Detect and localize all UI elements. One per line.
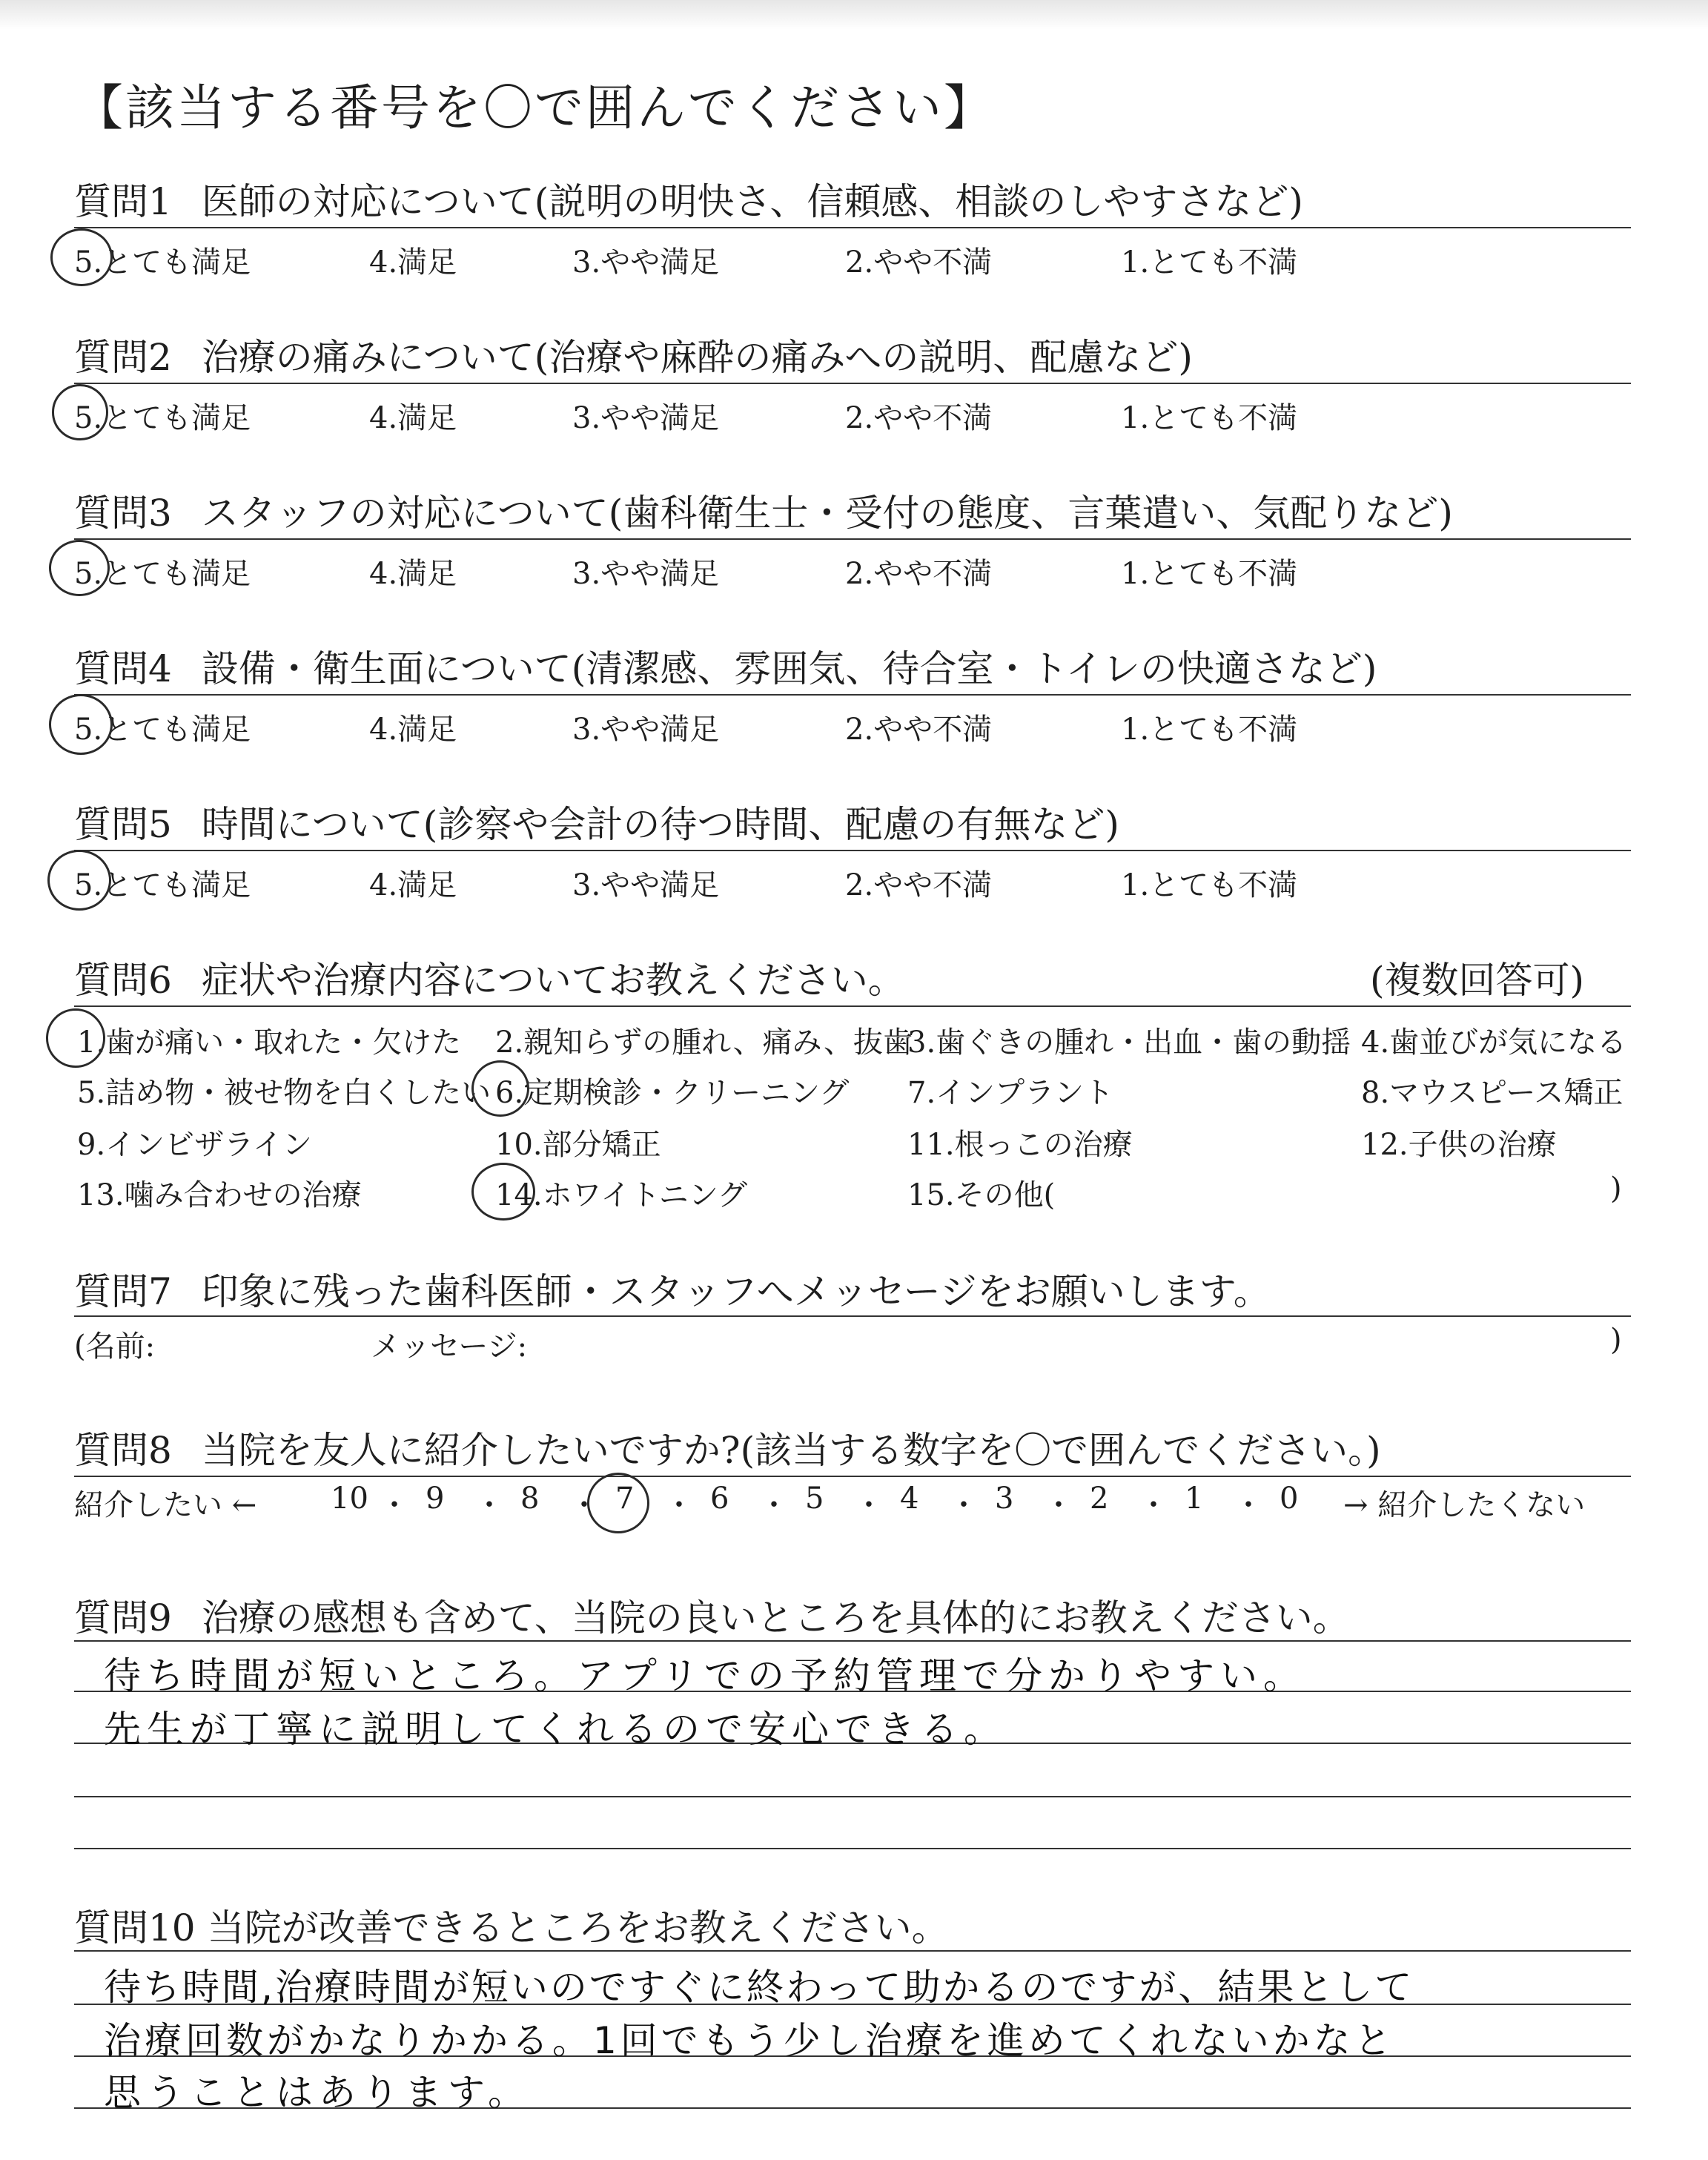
q6-option-15-close: ) xyxy=(1610,1172,1622,1206)
question-7-rule xyxy=(74,1315,1631,1317)
q7-name-label: (名前: xyxy=(74,1330,156,1364)
question-2-label: 質問2 xyxy=(74,336,172,379)
q1-selection-circle xyxy=(50,228,113,286)
question-2-heading xyxy=(74,328,1193,381)
q8-scale-separator: ・ xyxy=(1139,1488,1168,1522)
q3-option-4[interactable]: 4.満足 xyxy=(369,557,457,591)
q1-option-1[interactable]: 1.とても不満 xyxy=(1121,245,1298,280)
q8-scale-5[interactable]: 5 xyxy=(805,1482,824,1516)
q2-option-2[interactable]: 2.やや不満 xyxy=(845,401,993,435)
q8-scale-separator: ・ xyxy=(380,1488,409,1522)
q6-option-7[interactable]: 7.インプラント xyxy=(907,1076,1114,1110)
q1-option-4[interactable]: 4.満足 xyxy=(369,245,457,280)
q6-option-15[interactable]: 15.その他( xyxy=(907,1178,1056,1212)
q8-left-label: 紹介したい ← xyxy=(74,1488,257,1522)
question-3-text: スタッフの対応について(歯科衛生士・受付の態度、言葉遣い、気配りなど) xyxy=(201,492,1453,535)
question-4-label: 質問4 xyxy=(74,647,172,690)
q6-option-6[interactable]: 6.定期検診・クリーニング xyxy=(495,1076,850,1110)
question-9-label: 質問9 xyxy=(74,1596,172,1639)
q3-option-2[interactable]: 2.やや不満 xyxy=(845,557,993,591)
q5-option-5[interactable]: 5.とても満足 xyxy=(74,868,251,902)
question-1-rule xyxy=(74,227,1631,228)
question-9-heading xyxy=(74,1588,1350,1642)
question-6-rule xyxy=(74,1005,1631,1007)
q6-option-1[interactable]: 1.歯が痛い・取れた・欠けた xyxy=(77,1025,462,1060)
q6-option-5[interactable]: 5.詰め物・被せ物を白くしたい xyxy=(77,1076,491,1110)
question-6-heading xyxy=(74,951,905,1004)
q10-answer-line-3: 思うことはあります。 xyxy=(104,2071,531,2114)
q8-scale-3[interactable]: 3 xyxy=(995,1482,1014,1516)
scan-edge-shadow xyxy=(0,0,1708,30)
question-9-rule-5 xyxy=(74,1848,1631,1849)
q6-option-11[interactable]: 11.根っこの治療 xyxy=(907,1128,1133,1162)
q10-answer-line-2: 治療回数がかなりかかる。1回でもう少し治療を進めてくれないかなと xyxy=(104,2019,1395,2062)
q1-option-2[interactable]: 2.やや不満 xyxy=(845,245,993,280)
q8-scale-separator: ・ xyxy=(569,1488,599,1522)
question-7-label: 質問7 xyxy=(74,1270,172,1313)
q8-scale-9[interactable]: 9 xyxy=(426,1482,445,1516)
q2-option-5[interactable]: 5.とても満足 xyxy=(74,401,251,435)
q8-scale-separator: ・ xyxy=(664,1488,694,1522)
question-1-text: 医師の対応について(説明の明快さ、信頼感、相談のしやすさなど) xyxy=(201,180,1303,223)
q6-option-10[interactable]: 10.部分矯正 xyxy=(495,1128,661,1162)
q6-option-12[interactable]: 12.子供の治療 xyxy=(1361,1128,1557,1162)
q10-answer-line-1: 待ち時間,治療時間が短いのですぐに終わって助かるのですが、結果として xyxy=(104,1966,1414,2009)
q6-selection-circle-1 xyxy=(46,1008,105,1068)
question-2-text: 治療の痛みについて(治療や麻酔の痛みへの説明、配慮など) xyxy=(201,336,1193,379)
question-3-label: 質問3 xyxy=(74,492,172,535)
q5-option-2[interactable]: 2.やや不満 xyxy=(845,868,993,902)
q8-scale-1[interactable]: 1 xyxy=(1185,1482,1204,1516)
q6-option-13[interactable]: 13.噛み合わせの治療 xyxy=(77,1178,362,1212)
question-6-text: 症状や治療内容についてお教えください。 xyxy=(201,959,905,1002)
question-7-text: 印象に残った歯科医師・スタッフへメッセージをお願いします。 xyxy=(201,1270,1271,1313)
question-4-heading xyxy=(74,639,1377,693)
q4-option-4[interactable]: 4.満足 xyxy=(369,713,457,747)
q5-option-3[interactable]: 3.やや満足 xyxy=(572,868,720,902)
q7-close-paren: ) xyxy=(1610,1323,1622,1357)
q8-scale-10[interactable]: 10 xyxy=(331,1482,368,1516)
question-6-label: 質問6 xyxy=(74,959,172,1002)
q8-scale-separator: ・ xyxy=(949,1488,979,1522)
q3-option-3[interactable]: 3.やや満足 xyxy=(572,557,720,591)
q8-scale-separator: ・ xyxy=(759,1488,789,1522)
question-4-text: 設備・衛生面について(清潔感、雰囲気、待合室・トイレの快適さなど) xyxy=(201,647,1377,690)
q2-selection-circle xyxy=(52,384,108,440)
q5-selection-circle xyxy=(47,850,111,911)
q8-scale-separator: ・ xyxy=(854,1488,884,1522)
q7-message-label: メッセージ: xyxy=(371,1330,528,1364)
q9-answer-line-1: 待ち時間が短いところ。アプリでの予約管理で分かりやすい。 xyxy=(104,1654,1306,1697)
q6-option-3[interactable]: 3.歯ぐきの腫れ・出血・歯の動揺 xyxy=(907,1025,1351,1060)
question-8-heading xyxy=(74,1421,1381,1474)
question-5-heading xyxy=(74,795,1119,848)
q8-scale-8[interactable]: 8 xyxy=(520,1482,540,1516)
q8-right-label: → 紹介したくない xyxy=(1343,1488,1586,1522)
q6-option-9[interactable]: 9.インビザライン xyxy=(77,1128,312,1162)
question-10-rule-1 xyxy=(74,1950,1631,1952)
q6-option-14[interactable]: 14.ホワイトニング xyxy=(495,1178,748,1212)
q6-option-8[interactable]: 8.マウスピース矯正 xyxy=(1361,1076,1623,1110)
q3-option-1[interactable]: 1.とても不満 xyxy=(1121,557,1298,591)
q9-answer-line-2: 先生が丁寧に説明してくれるので安心できる。 xyxy=(104,1708,1007,1751)
q2-option-1[interactable]: 1.とても不満 xyxy=(1121,401,1298,435)
q5-option-1[interactable]: 1.とても不満 xyxy=(1121,868,1298,902)
q8-scale-separator: ・ xyxy=(474,1488,504,1522)
question-8-text: 当院を友人に紹介したいですか?(該当する数字を〇で囲んでください。) xyxy=(201,1429,1381,1472)
question-10-label: 質問10 xyxy=(74,1906,196,1949)
q3-selection-circle xyxy=(49,540,110,596)
question-1-heading xyxy=(74,172,1303,225)
q8-scale-2[interactable]: 2 xyxy=(1090,1482,1109,1516)
q4-selection-circle xyxy=(49,694,113,755)
q8-scale-4[interactable]: 4 xyxy=(900,1482,919,1516)
q3-option-5[interactable]: 5.とても満足 xyxy=(74,557,251,591)
question-5-label: 質問5 xyxy=(74,803,172,846)
q8-scale-0[interactable]: 0 xyxy=(1280,1482,1299,1516)
q8-scale-7[interactable]: 7 xyxy=(615,1482,635,1516)
q4-option-5[interactable]: 5.とても満足 xyxy=(74,713,251,747)
q6-selection-circle-6 xyxy=(471,1060,529,1117)
q6-selection-circle-14 xyxy=(471,1163,535,1221)
q1-option-3[interactable]: 3.やや満足 xyxy=(572,245,720,280)
q2-option-3[interactable]: 3.やや満足 xyxy=(572,401,720,435)
q2-option-4[interactable]: 4.満足 xyxy=(369,401,457,435)
question-5-text: 時間について(診察や会計の待つ時間、配慮の有無など) xyxy=(201,803,1119,846)
q8-selection-circle xyxy=(587,1473,649,1533)
question-9-text: 治療の感想も含めて、当院の良いところを具体的にお教えください。 xyxy=(201,1596,1350,1639)
q1-option-5[interactable]: 5.とても満足 xyxy=(74,245,251,280)
question-5-rule xyxy=(74,850,1631,851)
question-9-rule-1 xyxy=(74,1640,1631,1642)
question-7-heading xyxy=(74,1262,1271,1315)
question-3-rule xyxy=(74,538,1631,540)
question-4-rule xyxy=(74,694,1631,696)
q6-option-4[interactable]: 4.歯並びが気になる xyxy=(1361,1025,1627,1060)
question-9-rule-4 xyxy=(74,1796,1631,1797)
q5-option-4[interactable]: 4.満足 xyxy=(369,868,457,902)
q6-option-2[interactable]: 2.親知らずの腫れ、痛み、抜歯 xyxy=(495,1025,913,1060)
question-6-note: (複数回答可) xyxy=(1370,959,1585,1002)
q8-scale-6[interactable]: 6 xyxy=(710,1482,729,1516)
question-1-label: 質問1 xyxy=(74,180,172,223)
q4-option-1[interactable]: 1.とても不満 xyxy=(1121,713,1298,747)
question-8-rule xyxy=(74,1476,1631,1477)
question-3-heading xyxy=(74,483,1453,537)
q8-scale-separator: ・ xyxy=(1044,1488,1073,1522)
question-10-text: 当院が改善できるところをお教えください。 xyxy=(207,1906,949,1949)
page-title: 【該当する番号を〇で囲んでください】 xyxy=(74,79,995,136)
q4-option-2[interactable]: 2.やや不満 xyxy=(845,713,993,747)
q4-option-3[interactable]: 3.やや満足 xyxy=(572,713,720,747)
question-10-heading xyxy=(74,1898,949,1952)
q8-scale-separator: ・ xyxy=(1234,1488,1263,1522)
question-2-rule xyxy=(74,383,1631,384)
question-8-label: 質問8 xyxy=(74,1429,172,1472)
